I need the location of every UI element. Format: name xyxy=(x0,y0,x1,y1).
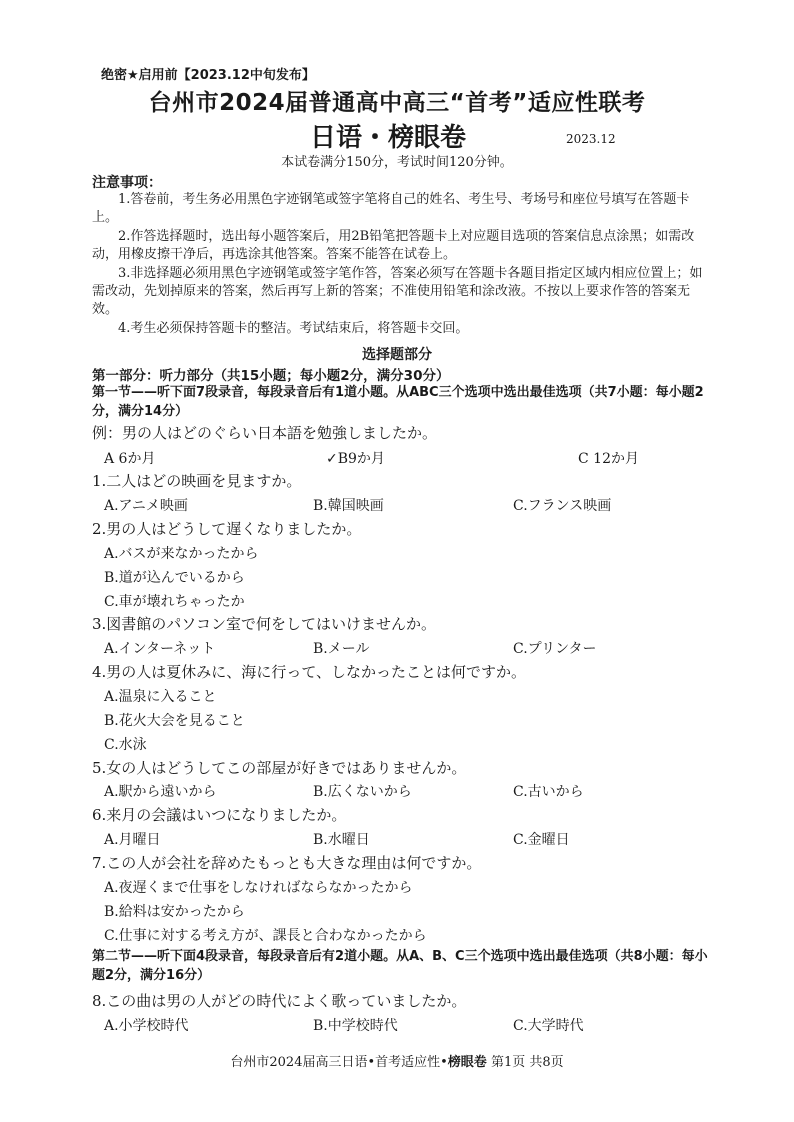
q2-option-a: A.バスが来なかったから xyxy=(104,546,259,562)
question-8: 8.この曲は男の人がどの時代によく歌っていましたか。 xyxy=(92,992,467,1010)
q7-option-c: C.仕事に対する考え方が、課長と合わなかったから xyxy=(104,928,427,944)
q6-option-a: A.月曜日 xyxy=(104,832,161,848)
secret-label: 绝密★启用前【2023.12中旬发布】 xyxy=(101,68,315,83)
example-option-b-label: B9か月 xyxy=(337,451,385,467)
part1-title: 第一部分：听力部分（共15小题；每小题2分，满分30分） xyxy=(92,368,450,384)
exam-subtitle: 日语・榜眼卷 xyxy=(310,123,467,153)
q7-option-b: B.給料は安かったから xyxy=(104,904,245,920)
example-option-c: C 12か月 xyxy=(578,451,639,467)
q7-option-a: A.夜遅くまで仕事をしなければならなかったから xyxy=(104,880,413,896)
question-6: 6.来月の会議はいつになりましたか。 xyxy=(92,806,347,824)
q3-option-b: B.メール xyxy=(313,641,370,657)
q6-option-c: C.金曜日 xyxy=(513,832,570,848)
q1-option-b: B.韓国映画 xyxy=(313,498,384,514)
question-3: 3.図書館のパソコン室で何をしてはいけませんか。 xyxy=(92,615,437,633)
page-footer xyxy=(0,1051,794,1070)
q4-option-a: A.温泉に入ること xyxy=(104,689,217,705)
example-option-a: A 6か月 xyxy=(104,451,156,467)
question-7: 7.この人が会社を辞めたもっとも大きな理由は何ですか。 xyxy=(92,854,482,872)
q6-option-b: B.水曜日 xyxy=(313,832,370,848)
footer-bold: 榜眼卷 xyxy=(447,1055,487,1070)
q8-option-c: C.大学時代 xyxy=(513,1018,584,1034)
q8-option-a: A.小学校時代 xyxy=(104,1018,189,1034)
q4-option-b: B.花火大会を見ること xyxy=(104,713,245,729)
note-item: 1.答卷前，考生务必用黑色字迹钢笔或签字笔将自己的姓名、考生号、考场号和座位号填写在答题卡上。 xyxy=(92,192,690,226)
example-question: 例：男の人はどのぐらい日本語を勉強しましたか。 xyxy=(92,424,438,442)
section-title: 选择题部分 xyxy=(362,347,432,363)
example-option-b xyxy=(326,448,385,468)
q5-option-a: A.駅から遠いから xyxy=(104,784,217,800)
q3-option-c: C.プリンター xyxy=(513,641,597,657)
footer-left: 台州市2024届高三日语•首考适应性• xyxy=(230,1055,448,1070)
q5-option-c: C.古いから xyxy=(513,784,584,800)
q8-option-b: B.中学校時代 xyxy=(313,1018,398,1034)
question-2: 2.男の人はどうして遅くなりましたか。 xyxy=(92,520,362,538)
question-4: 4.男の人は夏休みに、海に行って、しなかったことは何ですか。 xyxy=(92,663,527,681)
note-item: 2.作答选择题时，选出每小题答案后，用2B铅笔把答题卡上对应题目选项的答案信息点涂黑；如需改动，用橡皮擦干净后，再选涂其他答案。答案不能答在试卷上。 xyxy=(92,228,695,263)
note-item: 4.考生必须保持答题卡的整洁。考试结束后，将答题卡交回。 xyxy=(118,320,469,336)
notes-heading: 注意事项： xyxy=(92,175,162,191)
q1-option-a: A.アニメ映画 xyxy=(104,498,188,514)
notes-list xyxy=(92,191,712,338)
subsection1-heading: 第一节——听下面7段录音，每段录音后有1道小题。从ABC三个选项中选出最佳选项（共7小题：每小题2分，满分14分） xyxy=(92,385,704,419)
question-5: 5.女の人はどうしてこの部屋が好きではありませんか。 xyxy=(92,759,467,777)
check-icon: ✓ xyxy=(326,451,338,467)
q4-option-c: C.水泳 xyxy=(104,737,147,753)
footer-page-number: 第1页 共8页 xyxy=(486,1055,564,1070)
exam-date: 2023.12 xyxy=(566,132,616,146)
q2-option-c: C.車が壊れちゃったか xyxy=(104,594,245,610)
q5-option-b: B.広くないから xyxy=(313,784,412,800)
q3-option-a: A.インターネット xyxy=(104,641,216,657)
exam-info: 本试卷满分150分，考试时间120分钟。 xyxy=(281,155,513,170)
q1-option-c: C.フランス映画 xyxy=(513,498,612,514)
note-item: 3.非选择题必须用黑色字迹钢笔或签字笔作答，答案必须写在答题卡各题目指定区域内相应位置上；如需改动，先划掉原来的答案，然后再写上新的答案；不准使用铅笔和涂改液。不按以上要求作答的答案无效。 xyxy=(92,265,703,318)
exam-title: 台州市2024届普通高中高三“首考”适应性联考 xyxy=(148,90,646,116)
question-1: 1.二人はどの映画を見ますか。 xyxy=(92,472,302,490)
q2-option-b: B.道が込んでいるから xyxy=(104,570,245,586)
subsection2-heading: 第二节——听下面4段录音，每段录音后有2道小题。从A、B、C三个选项中选出最佳选项（共8小题：每小题2分，满分16分） xyxy=(92,949,708,983)
